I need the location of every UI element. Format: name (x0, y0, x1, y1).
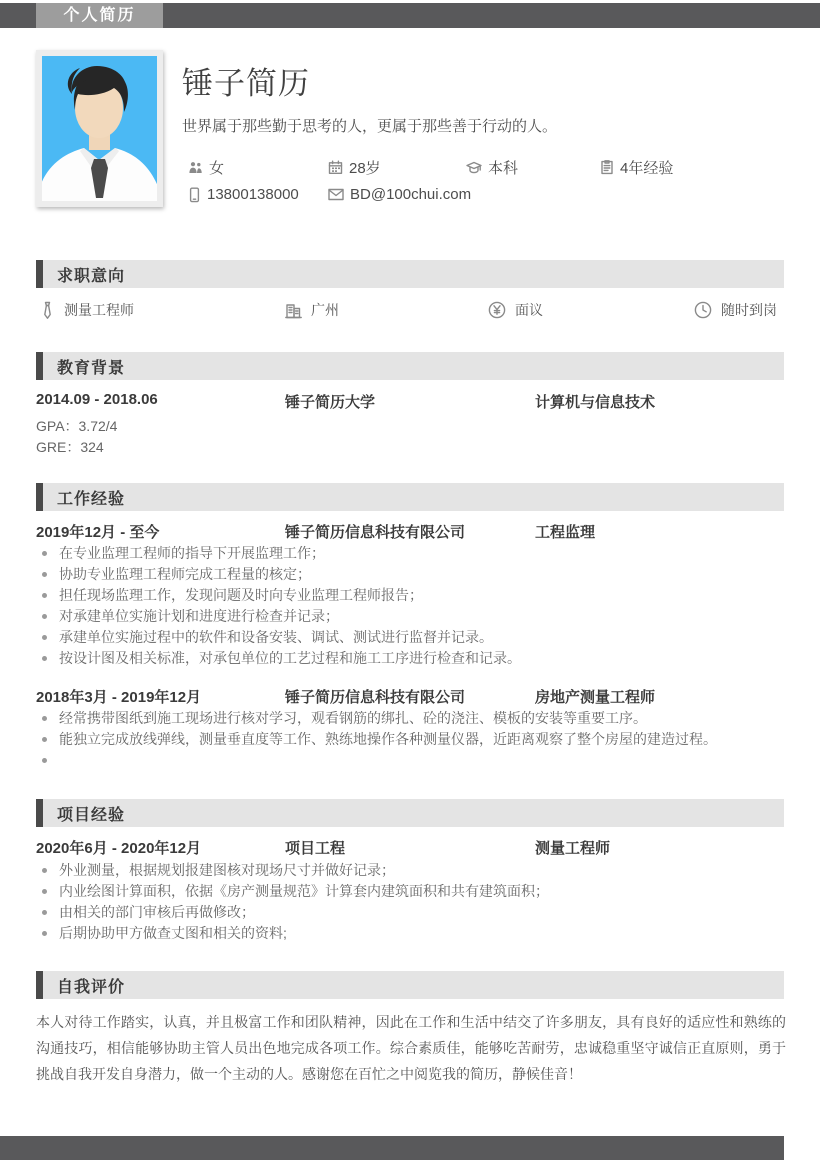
project-bullet: 后期协助甲方做查丈图和相关的资料; (38, 923, 784, 944)
project-role: 测量工程师 (535, 840, 611, 857)
project-bullet: 内业绘图计算面积，依据《房产测量规范》计算套内建筑面积和共有建筑面积； (38, 881, 784, 902)
gender-info (188, 157, 328, 178)
section-title: 项目经验 (57, 806, 126, 824)
project-bullet-list (38, 860, 784, 944)
job-bullet: 对承建单位实施计划和进度进行检查并记录； (38, 606, 784, 627)
salary-icon (488, 301, 506, 319)
clock-icon (694, 301, 712, 319)
project-entry-header (36, 837, 784, 858)
intention-row (40, 300, 788, 320)
job-period: 2019年12月 - 至今 (36, 524, 160, 541)
avatar (36, 50, 163, 207)
intention-salary-label: 面议 (515, 302, 543, 318)
education-gpa: GPA：3.72/4 (36, 418, 118, 434)
degree-info (466, 157, 600, 178)
education-major: 计算机与信息技术 (535, 394, 656, 411)
job-bullet: 承建单位实施过程中的软件和设备安装、调试、测试进行监督并记录。 (38, 627, 784, 648)
candidate-tagline: 世界属于那些勤于思考的人，更属于那些善于行动的人。 (182, 118, 558, 135)
bottom-bar (0, 1136, 784, 1160)
job-bullet: 在专业监理工程师的指导下开展监理工作； (38, 543, 784, 564)
education-school: 锤子简历大学 (285, 394, 376, 411)
job-bullet: 能独立完成放线弹线，测量垂直度等工作、熟练地操作各种测量仪器，近距离观察了整个房屋的建造过程。 (38, 729, 784, 750)
project-bullet: 由相关的部门审核后再做修改； (38, 902, 784, 923)
candidate-name: 锤子简历 (182, 66, 310, 101)
section-title: 教育背景 (57, 359, 126, 377)
section-accent-bar (36, 260, 43, 288)
intention-availability-label: 随时到岗 (721, 302, 777, 318)
section-title: 工作经验 (57, 490, 126, 508)
evaluation-paragraph: 本人对待工作踏实，认真，并且极富工作和团队精神，因此在工作和生活中结交了许多朋友，具有良好的适应性和熟练的沟通技巧，相信能够协助主管人员出色地完成各项工作。综合素质佳，能够吃苦耐劳，忠诚稳重坚守诚信正直原则，勇于挑战自我开发自身潜力，做一个主动的人。感谢您在百忙之中阅览我的简历，静候佳音！ (36, 1014, 786, 1082)
job-entry-header (36, 521, 784, 542)
age-info (328, 157, 466, 178)
project-name: 项目工程 (285, 840, 346, 857)
job-bullet: 按设计图及相关标准，对承包单位的工艺过程和施工工序进行检查和记录。 (38, 648, 784, 669)
email-info (328, 186, 790, 203)
tie-icon (40, 301, 55, 320)
experience-info (600, 157, 790, 178)
intention-salary (488, 300, 694, 320)
job-bullet: 担任现场监理工作，发现问题及时向专业监理工程师报告； (38, 585, 784, 606)
job-company: 锤子简历信息科技有限公司 (285, 689, 466, 706)
job-bullet (38, 750, 784, 771)
job-bullet: 经常携带图纸到施工现场进行核对学习，观看钢筋的绑扎、砼的浇注、模板的安装等重要工序。 (38, 708, 784, 729)
section-title: 求职意向 (57, 267, 126, 285)
degree-icon (466, 160, 482, 175)
intention-position-label: 测量工程师 (64, 302, 134, 318)
email-icon (328, 188, 344, 201)
section-accent-bar (36, 799, 43, 827)
top-bar (0, 3, 820, 28)
age-value: 28岁 (349, 160, 381, 177)
experience-icon (600, 160, 614, 175)
intention-position (40, 300, 285, 320)
job-company: 锤子简历信息科技有限公司 (285, 524, 466, 541)
degree-value: 本科 (488, 160, 519, 177)
job-period: 2018年3月 - 2019年12月 (36, 689, 202, 706)
section-title: 自我评价 (57, 978, 126, 996)
education-gre: GRE：324 (36, 439, 104, 455)
section-accent-bar (36, 352, 43, 380)
project-bullet: 外业测量，根据规划报建图核对现场尺寸并做好记录； (38, 860, 784, 881)
gender-icon (188, 160, 203, 175)
education-period: 2014.09 - 2018.06 (36, 391, 158, 408)
project-period: 2020年6月 - 2020年12月 (36, 840, 202, 857)
job-bullet-list (38, 708, 784, 771)
email-value: BD@100chui.com (350, 186, 472, 203)
job-bullet: 协助专业监理工程师完成工程量的核定； (38, 564, 784, 585)
job-entry-header (36, 686, 784, 707)
section-header-evaluation (36, 971, 784, 999)
calendar-icon (328, 160, 343, 175)
section-accent-bar (36, 971, 43, 999)
education-entry (36, 391, 784, 412)
avatar-illustration (42, 56, 157, 201)
job-role: 工程监理 (535, 524, 596, 541)
phone-info (188, 186, 328, 203)
intention-city (285, 300, 488, 320)
gender-value: 女 (209, 160, 225, 177)
intention-city-label: 广州 (311, 302, 339, 318)
section-header-project (36, 799, 784, 827)
phone-value: 13800138000 (207, 186, 299, 203)
basic-info-row (188, 157, 790, 178)
resume-tab: 个人简历 (36, 3, 163, 28)
intention-availability (694, 300, 788, 320)
job-bullet-list (38, 543, 784, 669)
contact-info-row (188, 186, 790, 203)
section-header-education (36, 352, 784, 380)
section-header-work (36, 483, 784, 511)
phone-icon (188, 187, 201, 203)
section-accent-bar (36, 483, 43, 511)
experience-value: 4年经验 (620, 160, 674, 177)
section-header-intention (36, 260, 784, 288)
building-icon (285, 301, 302, 319)
job-role: 房地产测量工程师 (535, 689, 656, 706)
